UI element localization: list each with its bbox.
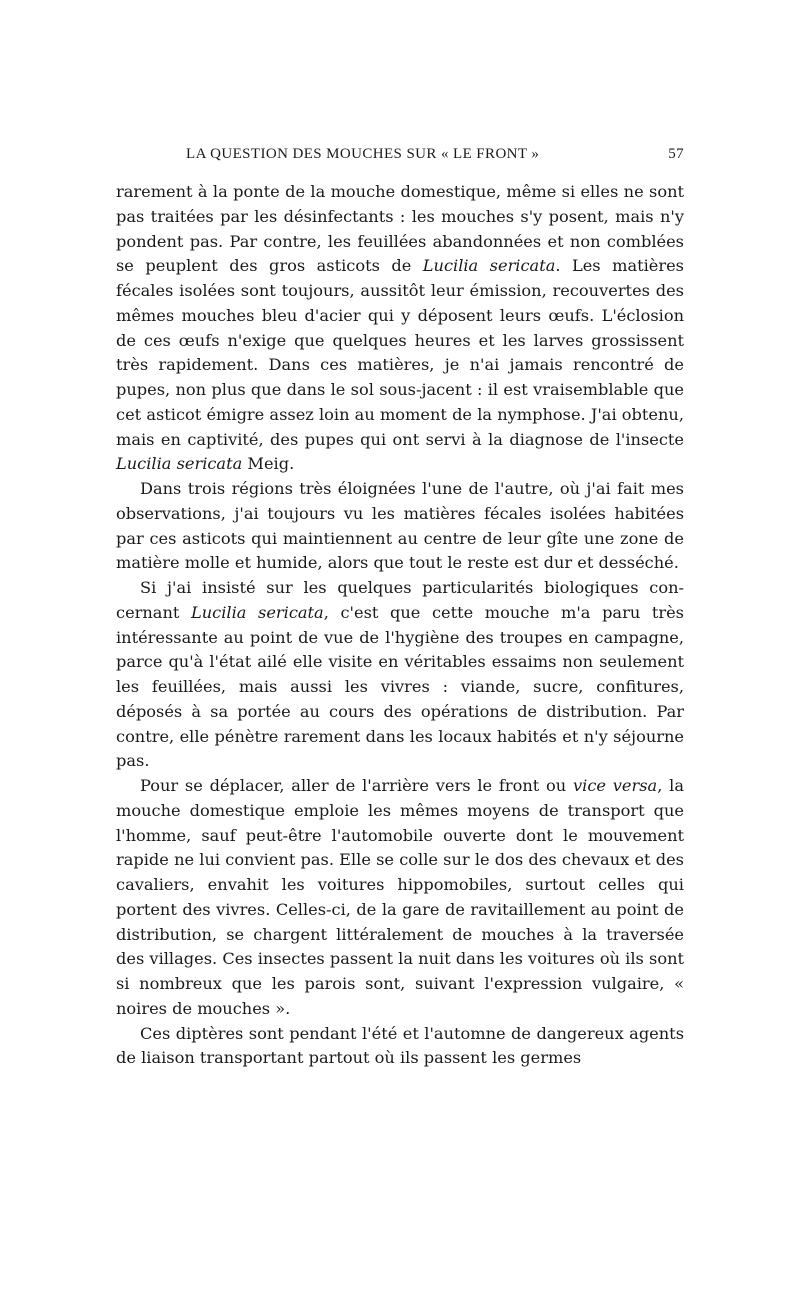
italic-text: Lucilia sericata [422, 256, 556, 276]
text-run: rarement à la ponte de la mouche domestique, même si elles ne sont pas traitées par les désinfectants : les mouches s'y posent, mais n'y pondent pas. Par contre, les feuillées abandonnées et non comblées se peuplent des gros asticots de [116, 182, 684, 276]
paragraph [116, 774, 684, 1022]
page-number: 57 [668, 146, 684, 162]
text-run: . Les matières fécales isolées sont toujours, aussitôt leur émission, recouvertes des mêmes mouches bleu d'acier qui y déposent leurs œufs. L'éclosion de ces œufs n'exige que quelques heures et les larves grossissent très rapidement. Dans ces matières, je n'ai jamais rencontré de pupes, non plus que dans le sol sous-jacent : il est vraisemblable que cet asticot émigre assez loin au moment de la nymphose. J'ai obtenu, mais en captivité, des pupes qui ont servi à la diagnose de l'insecte [116, 256, 684, 449]
italic-text: Lucilia sericata [191, 602, 324, 622]
body-text [116, 180, 684, 1071]
running-head [116, 146, 684, 170]
text-run: Ces diptères sont pendant l'été et l'automne de dangereux agents de liaison transportant partout où ils passent les germes [116, 1023, 684, 1068]
italic-text: vice versa [573, 776, 658, 795]
paragraph [116, 1022, 684, 1072]
running-head-title: LA QUESTION DES MOUCHES SUR « LE FRONT » [186, 146, 540, 162]
paragraph [116, 477, 684, 576]
italic-text: Lucilia sericata [116, 454, 243, 474]
text-run: Meig. [242, 454, 295, 474]
text-run: , la mouche domestique emploie les mêmes moyens de transport que l'homme, sauf peut-être l'automobile ouverte dont le mouvement rapide ne lui convient pas. Elle se colle sur le dos des chevaux et des cavaliers, envahit les voitures hippomobiles, surtout celles qui portent des vivres. Celles-ci, de la gare de ravitaillement au point de distribution, se chargent littéralement de mouches à la traversée des villages. Ces insectes passent la nuit dans les voitures où ils sont si nombreux que les parois sont, suivant l'expression vulgaire, « noires de mouches ». [116, 776, 684, 1018]
text-run: Pour se déplacer, aller de l'arrière vers le front ou [140, 776, 574, 795]
text-run: Dans trois régions très éloignées l'une de l'autre, où j'ai fait mes observations, j'ai toujours vu les matières fécales isolées habitées par ces asticots qui maintiennent au centre de leur gîte une zone de matière molle et humide, alors que tout le reste est dur et desséché. [116, 479, 684, 573]
paragraph [116, 180, 684, 477]
paragraph [116, 576, 684, 774]
text-run: Si j'ai insisté sur les quelques particularités biologiques concernant [116, 578, 684, 622]
text-run: , c'est que cette mouche m'a paru très intéressante au point de vue de l'hygiène des troupes en campagne, parce qu'à l'état ailé elle visite en véritables essaims non seulement les feuillées, mais aussi les vivres : viande, sucre, confitures, déposés à sa portée au cours des opérations de distribution. Par contre, elle pénètre rarement dans les locaux habités et n'y séjourne pas. [116, 602, 684, 771]
